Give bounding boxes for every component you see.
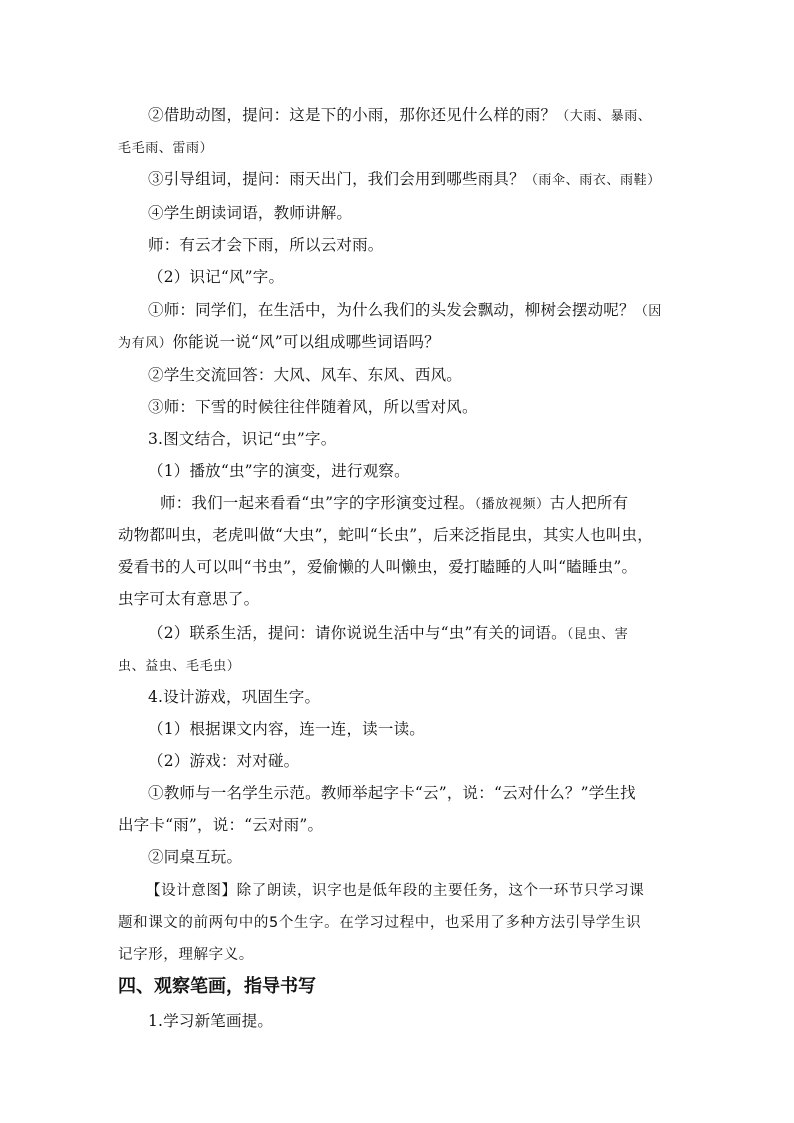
paragraph-line xyxy=(160,492,678,516)
line-text: ②学生交流回答：大风、风车、东风、西风。 xyxy=(148,366,463,384)
section-heading: 四、观察笔画，指导书写 xyxy=(118,976,316,997)
paragraph-line xyxy=(118,136,678,160)
paragraph-line xyxy=(148,364,678,386)
line-note: 虫、益虫、毛毛虫） xyxy=(118,659,241,674)
design-intent-line xyxy=(118,912,678,934)
paragraph-line xyxy=(148,750,678,772)
line-note: （播放视频） xyxy=(474,497,550,512)
line-note: （昆虫、害 xyxy=(566,627,629,642)
line-text: 4.设计游戏，巩固生字。 xyxy=(148,688,321,706)
line-note: 为有风） xyxy=(118,336,173,351)
line-text: 1.学习新笔画提。 xyxy=(148,1012,274,1030)
line-text: （1）根据课文内容，连一连，读一读。 xyxy=(148,720,425,738)
line-text: 动物都叫虫，老虎叫做“大虫”，蛇叫“长虫”，后来泛指昆虫，其实人也叫虫， xyxy=(118,526,653,544)
paragraph-line xyxy=(148,1010,678,1032)
paragraph-line xyxy=(148,460,678,482)
design-intent-text: 题和课文的前两句中的5个生字。在学习过程中，也采用了多种方法引导学生识 xyxy=(118,915,642,931)
paragraph-line xyxy=(118,588,678,610)
paragraph-line xyxy=(118,556,678,578)
line-text: 虫字可太有意思了。 xyxy=(118,590,260,608)
line-note: （大雨、暴雨、 xyxy=(556,109,652,124)
line-text: 师：我们一起来看看“虫”字的字形演变过程。 xyxy=(160,494,475,512)
line-text: 师：有云才会下雨，所以云对雨。 xyxy=(148,236,384,254)
line-note: 毛毛雨、雷雨） xyxy=(118,141,214,156)
paragraph-line xyxy=(118,524,678,546)
design-intent-text: 除了朗读，识字也是低年段的主要任务，这个一环节只学习课 xyxy=(236,883,645,899)
paragraph-line xyxy=(148,168,678,192)
paragraph-line xyxy=(148,686,678,708)
line-note: （因 xyxy=(634,304,662,319)
design-intent-line xyxy=(118,944,678,966)
paragraph-line xyxy=(148,718,678,740)
paragraph-line xyxy=(148,299,678,323)
paragraph-line xyxy=(148,782,678,804)
line-text: ③师：下雪的时候往往伴随着风，所以雪对风。 xyxy=(148,398,478,416)
paragraph-line xyxy=(148,104,678,128)
design-intent-text: 记字形，理解字义。 xyxy=(118,947,254,963)
design-intent-line xyxy=(146,880,678,902)
line-note: （雨伞、雨衣、雨鞋） xyxy=(524,173,661,188)
line-text: ②同桌互玩。 xyxy=(148,848,243,866)
line-text: ④学生朗读词语，教师讲解。 xyxy=(148,204,353,222)
line-text: ①教师与一名学生示范。教师举起字卡“云”，说：“云对什么？”学生找 xyxy=(148,784,636,802)
line-text: （1）播放“虫”字的演变，进行观察。 xyxy=(148,462,410,480)
line-text: （2）联系生活，提问：请你说说生活中与“虫”有关的词语。 xyxy=(148,624,567,642)
paragraph-line xyxy=(148,396,678,418)
paragraph-line xyxy=(148,266,678,288)
line-text: ①师：同学们，在生活中，为什么我们的头发会飘动，柳树会摆动呢？ xyxy=(148,301,635,319)
line-text: 出字卡“雨”，说：“云对雨”。 xyxy=(118,816,324,834)
design-intent-label: 【设计意图】 xyxy=(146,883,237,899)
line-text: ②借助动图，提问：这是下的小雨，那你还见什么样的雨？ xyxy=(148,106,557,124)
line-text: 3.图文结合，识记“虫”字。 xyxy=(148,430,337,448)
paragraph-line xyxy=(148,622,678,646)
paragraph-line xyxy=(148,234,678,256)
paragraph-line xyxy=(118,814,678,836)
paragraph-line xyxy=(118,654,678,678)
paragraph-line xyxy=(148,428,678,450)
line-text: 古人把所有 xyxy=(549,494,629,512)
line-text: ③引导组词，提问：雨天出门，我们会用到哪些雨具？ xyxy=(148,170,525,188)
line-text: （2）游戏：对对碰。 xyxy=(148,752,300,770)
line-text: 你能说一说“风”可以组成哪些词语吗？ xyxy=(172,333,440,351)
paragraph-line xyxy=(148,846,678,868)
paragraph-line xyxy=(148,202,678,224)
line-text: 爱看书的人可以叫“书虫”，爱偷懒的人叫懒虫，爱打瞌睡的人叫“瞌睡虫”。 xyxy=(118,558,638,576)
paragraph-line xyxy=(118,331,678,355)
line-text: （2）识记“风”字。 xyxy=(148,268,285,286)
